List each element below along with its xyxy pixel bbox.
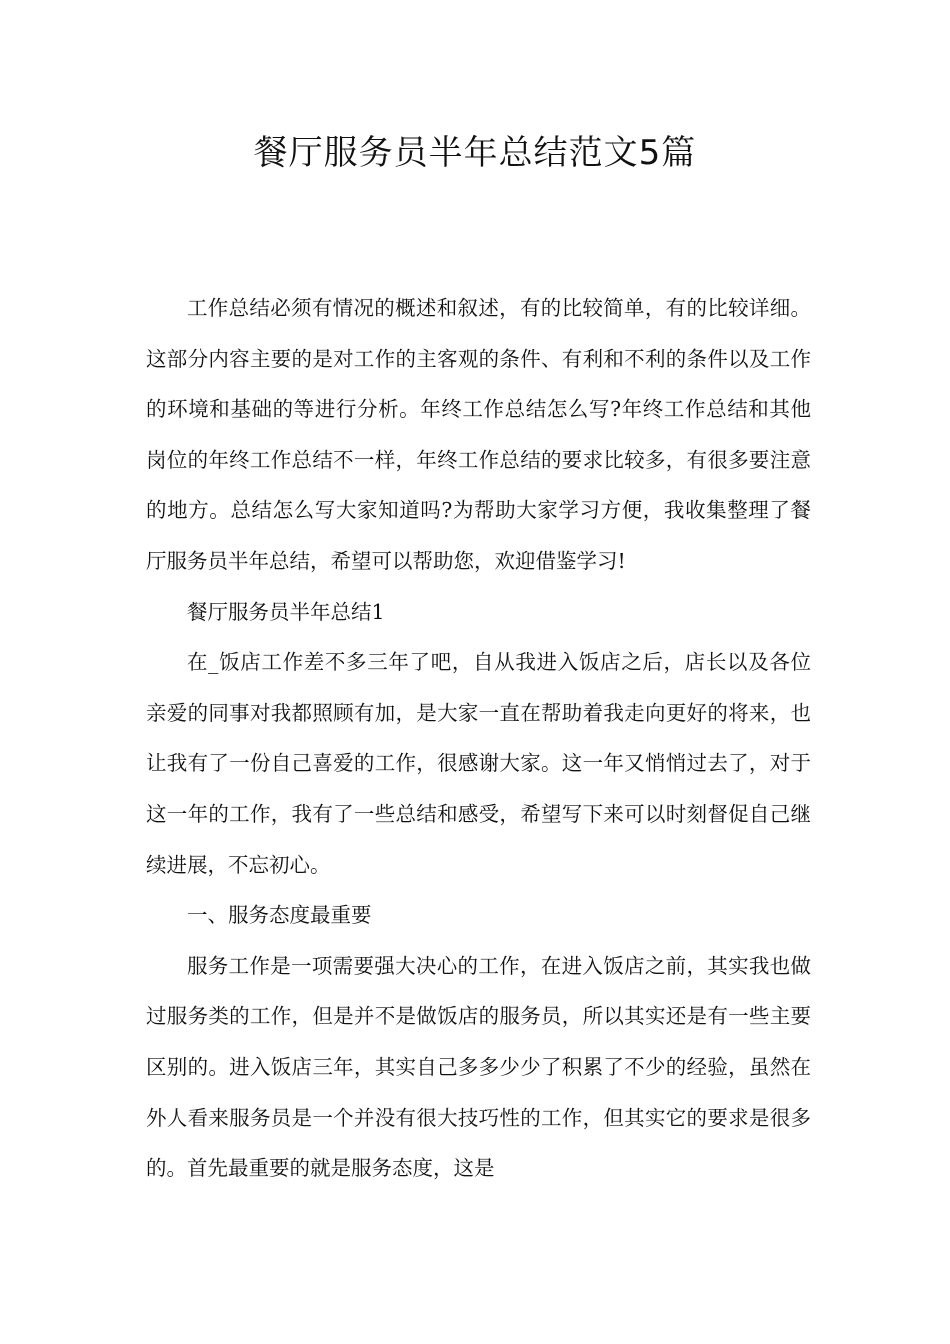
section-heading-service-attitude: 一、服务态度最重要	[187, 903, 372, 928]
intro-paragraph: 工作总结必须有情况的概述和叙述，有的比较简单，有的比较详细。这部分内容主要的是对工作的主客观的条件、有利和不利的条件以及工作的环境和基础的等进行分析。年终工作总结怎么写?年终工作总结和其他岗位的年终工作总结不一样，年终工作总结的要求比较多，有很多要注意的地方。总结怎么写大家知道吗?为帮助大家学习方便，我收集整理了餐厅服务员半年总结，希望可以帮助您，欢迎借鉴学习!	[146, 296, 811, 573]
document-body	[146, 283, 811, 1194]
section-heading-summary-1: 餐厅服务员半年总结1	[187, 599, 385, 624]
body-paragraph: 在_饭店工作差不多三年了吧，自从我进入饭店之后，店长以及各位亲爱的同事对我都照顾有加，是大家一直在帮助着我走向更好的将来，也让我有了一份自己喜爱的工作，很感谢大家。这一年又悄悄过去了，对于这一年的工作，我有了一些总结和感受，希望写下来可以时刻督促自己继续进展，不忘初心。	[146, 650, 811, 877]
body-paragraph: 服务工作是一项需要强大决心的工作，在进入饭店之前，其实我也做过服务类的工作，但是并不是做饭店的服务员，所以其实还是有一些主要区别的。进入饭店三年，其实自己多多少少了积累了不少的经验，虽然在外人看来服务员是一个并没有很大技巧性的工作，但其实它的要求是很多的。首先最重要的就是服务态度，这是	[146, 953, 811, 1181]
document-title: 餐厅服务员半年总结范文5篇	[253, 133, 697, 173]
